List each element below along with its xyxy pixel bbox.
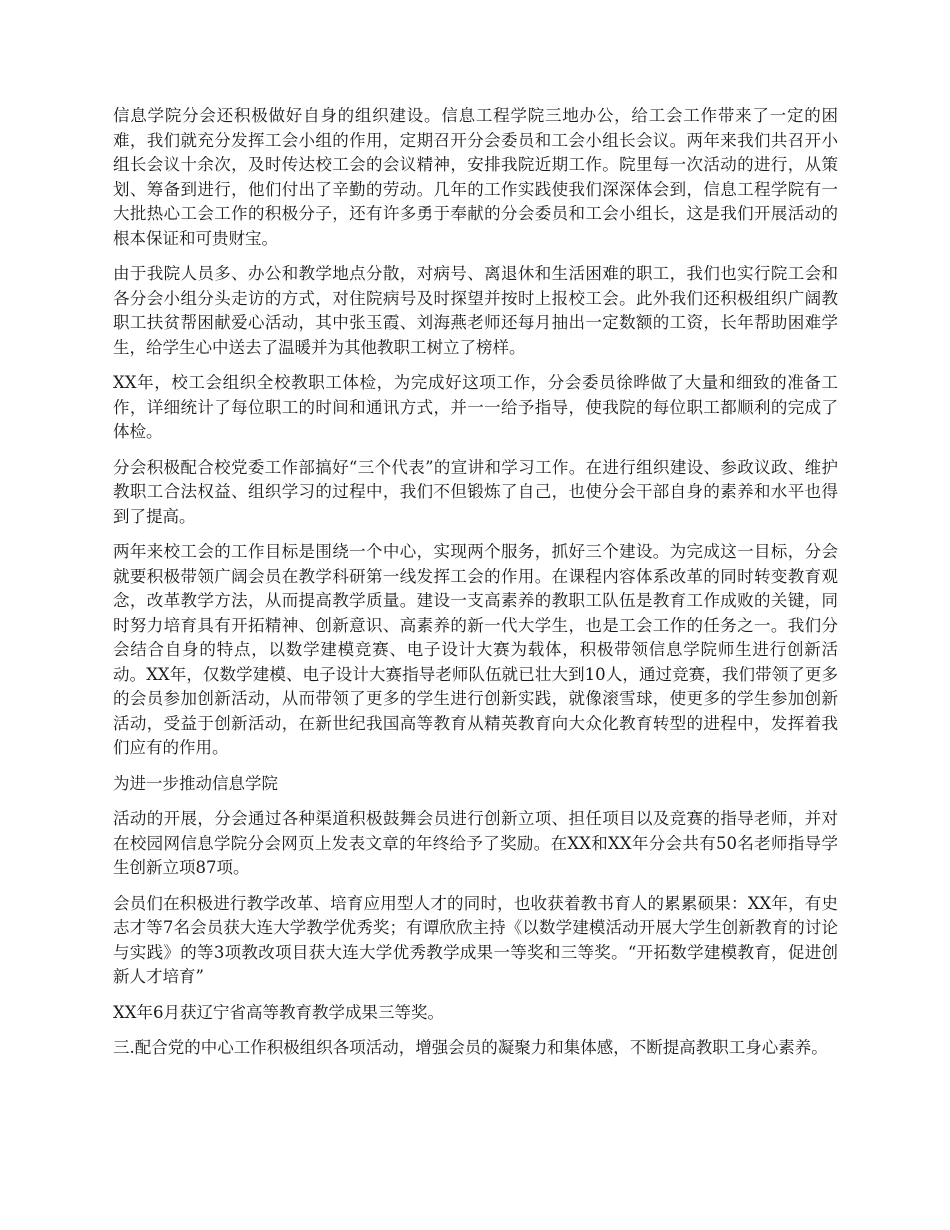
paragraph-visits: 由于我院人员多、办公和教学地点分散，对病号、离退休和生活困难的职工，我们也实行院工会和各分会小组分头走访的方式，对住院病号及时探望并按时上报校工会。此外我们还积极组织广阔教职工扶贫帮困献爱心活动，其中张玉霞、刘海燕老师还每月抽出一定数额的工资，长年帮助困难学生，给学生心中送去了温暖并为其他教职工树立了榜样。 xyxy=(113,264,838,357)
paragraph-promote-heading: 为进一步推动信息学院 xyxy=(113,773,278,793)
paragraph-section-three: 三.配合党的中心工作积极组织各项活动，增强会员的凝聚力和集体感，不断提高教职工身心素养。 xyxy=(113,1038,828,1057)
paragraph-three-represents: 分会积极配合校党委工作部搞好“三个代表”的宣讲和学习工作。在进行组织建设、参政议政、维护教职工合法权益、组织学习的过程中，我们不但锻炼了自己，也使分会干部自身的素养和水平也得到了提高。 xyxy=(113,457,838,526)
paragraph-work-goals: 两年来校工会的工作目标是围绕一个中心，实现两个服务，抓好三个建设。为完成这一目标，分会就要积极带领广阔会员在教学科研第一线发挥工会的作用。在课程内容体系改革的同时转变教育观念，改革教学方法，从而提高教学质量。建设一支高素养的教职工队伍是教育工作成败的关键，同时努力培育具有开拓精神、创新意识、高素养的新一代大学生，也是工会工作的任务之一。我们分会结合自身的特点，以数学建模竞赛、电子设计大赛为载体，积极带领信息学院师生进行创新活动。XX年，仅数学建模、电子设计大赛指导老师队伍就已壮大到10人，通过竞赛，我们带领了更多的会员参加创新活动，从而带领了更多的学生进行创新实践，就像滚雪球，使更多的学生参加创新活动，受益于创新活动，在新世纪我国高等教育从精英教育向大众化教育转型的进程中，发挥着我们应有的作用。 xyxy=(113,542,838,757)
paragraph-provincial-award: XX年6月获辽宁省高等教育教学成果三等奖。 xyxy=(113,1002,444,1022)
paragraph-achievements: 会员们在积极进行教学改革、培育应用型人才的同时，也收获着教书育人的累累硕果：XX年，有史志才等7名会员获大连大学教学优秀奖；有谭欣欣主持《以数学建模活动开展大学生创新教育的讨论与实践》的等3项教改项目获大连大学优秀教学成果一等奖和三等奖。“开拓数学建模教育，促进创新人才培育” xyxy=(113,893,838,986)
paragraph-innovation-projects: 活动的开展，分会通过各种渠道积极鼓舞会员进行创新立项、担任项目以及竞赛的指导老师，并对在校园网信息学院分会网页上发表文章的年终给予了奖励。在XX和XX年分会共有50名老师指导学生创新立项87项。 xyxy=(113,809,838,877)
paragraph-health-check: XX年，校工会组织全校教职工体检，为完成好这项工作，分会委员徐晔做了大量和细致的准备工作，详细统计了每位职工的时间和通讯方式，并一一给予指导，使我院的每位职工都顺利的完成了体检。 xyxy=(113,373,838,441)
document-body xyxy=(113,104,838,1072)
paragraph-organization: 信息学院分会还积极做好自身的组织建设。信息工程学院三地办公，给工会工作带来了一定的困难，我们就充分发挥工会小组的作用，定期召开分会委员和工会小组长会议。两年来我们共召开小组长会议十余次，及时传达校工会的会议精神，安排我院近期工作。院里每一次活动的进行，从策划、筹备到进行，他们付出了辛勤的劳动。几年的工作实践使我们深深体会到，信息工程学院有一大批热心工会工作的积极分子，还有许多勇于奉献的分会委员和工会小组长，这是我们开展活动的根本保证和可贵财宝。 xyxy=(113,106,838,248)
